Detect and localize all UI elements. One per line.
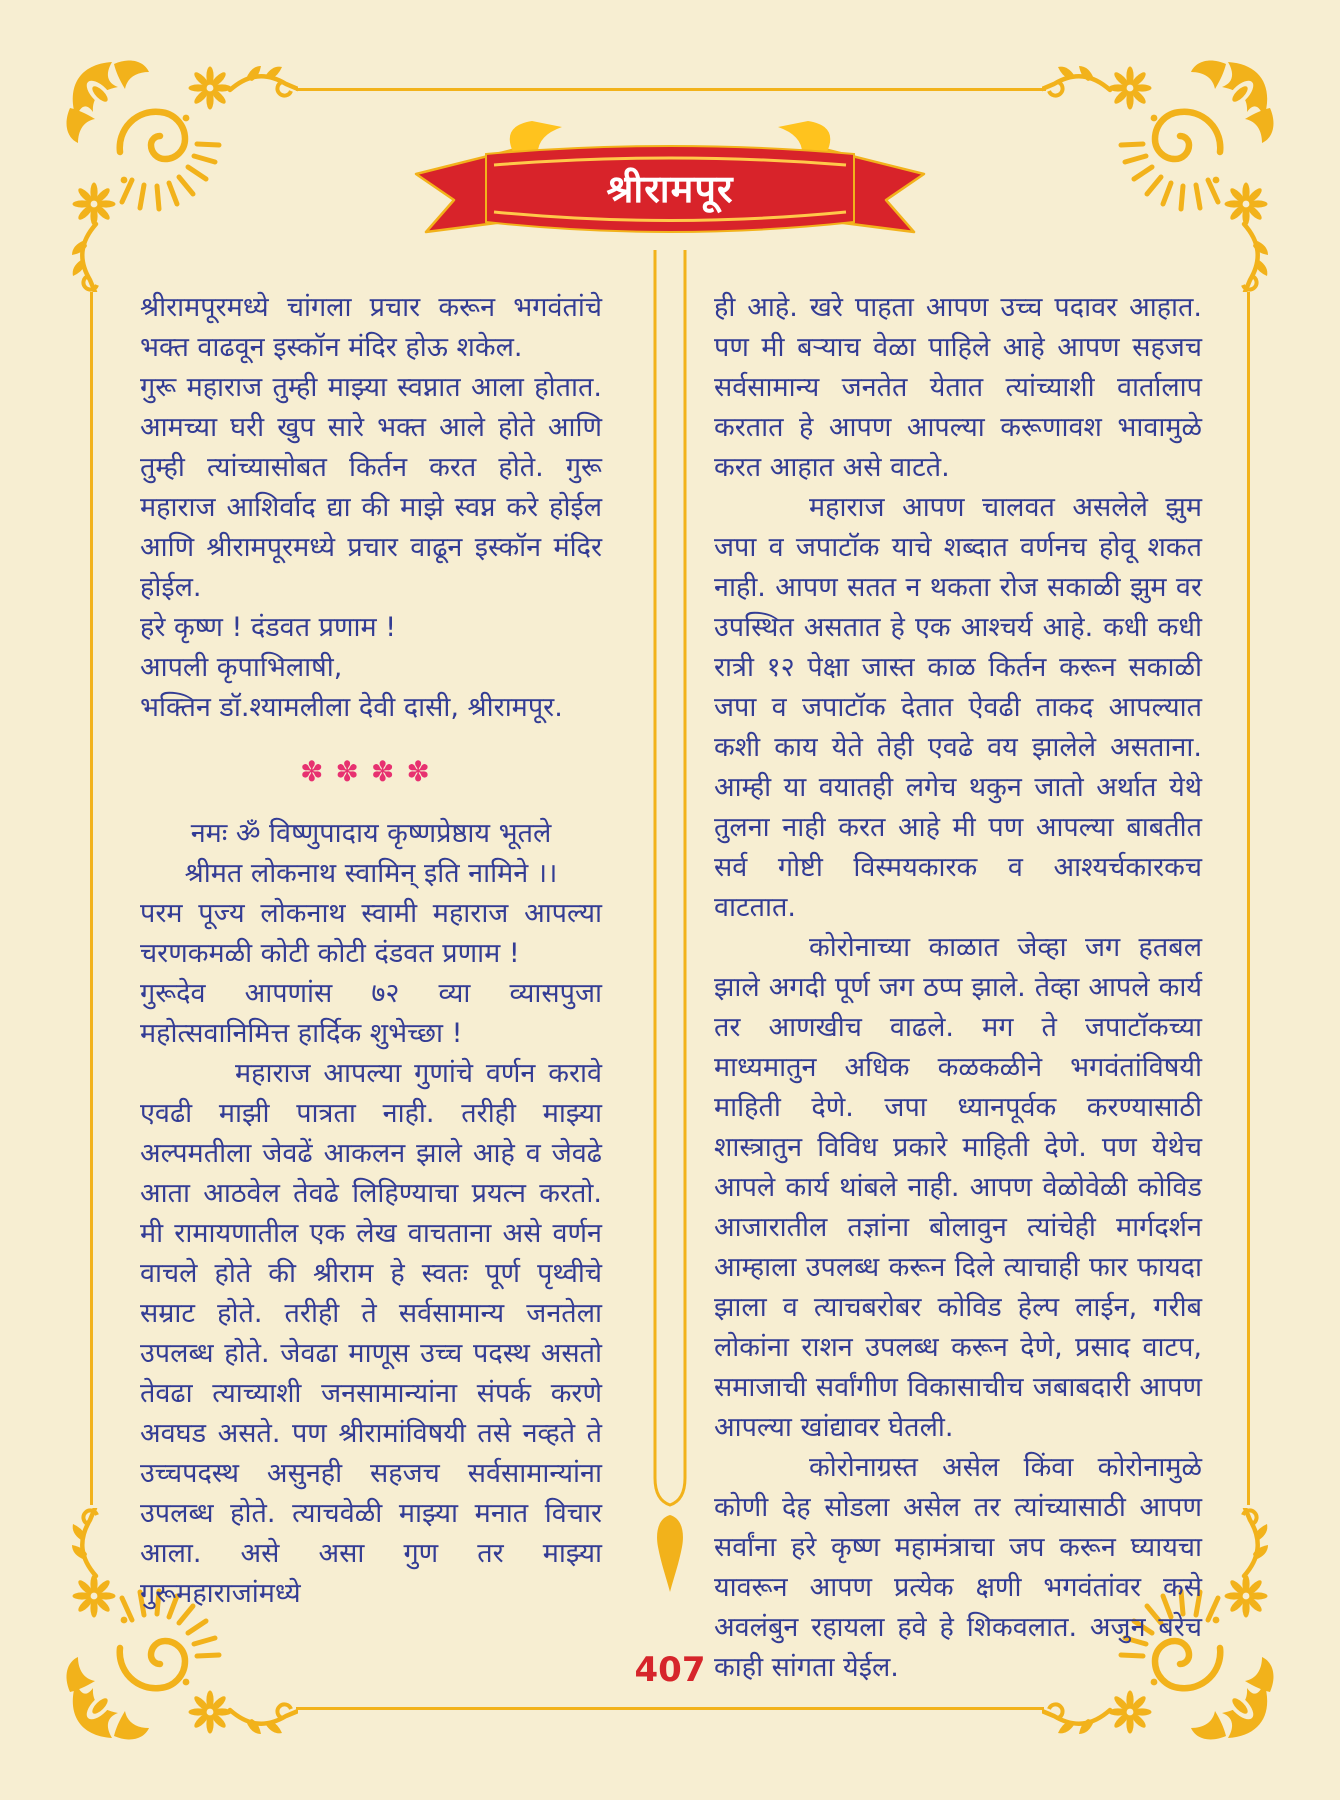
left-column [140,288,602,1688]
border-line-left [90,292,93,1505]
paragraph-zoom-japa: महाराज आपण चालवत असलेले झुम जपा व जपाटॉक याचे शब्दात वर्णनच होवू शकत नाही. आपण सतत न थकता रोज सकाळी झुम वर उपस्थित असतात हे एक आश्चर्य आहे. कधी कधी रात्री १२ पेक्षा जास्त काळ किर्तन करून सकाळी जपा व जपाटॉक देतात ऐवढी ताकद आपल्यात कशी काय येते तेही एवढे वय झालेले असताना. आम्ही या वयातही लगेच थकुन जातो अर्थात येथे तुलना नाही करत आहे मी पण आपल्या बाबतीत सर्व गोष्टी विस्मयकारक व आश्यर्चकारकच वाटतात. [714,492,1202,923]
border-line-top [296,88,1046,91]
asterisk-separator: ✽✽✽✽ [300,755,442,788]
banner-title: श्रीरामपूर [606,167,734,211]
right-column [714,288,1202,1688]
paragraph-corona-seva: कोरोनाच्या काळात जेव्हा जग हतबल झाले अगदी पूर्ण जग ठप्प झाले. तेव्हा आपले कार्य तर आणखीच वाढले. मग ते जपाटॉकच्या माध्यमातुन अधिक कळकळीने भगवंतांविषयी माहिती देणे. जपा ध्यानपूर्वक करण्यासाठी शास्त्रातुन विविध प्रकारे माहिती देणे. पण येथेच आपले कार्य थांबले नाही. आपण वेळोवेळी कोविड आजारातील तज्ञांना बोलावुन त्यांचेही मार्गदर्शन आम्हाला उपलब्ध करून दिले त्याचाही फार फायदा झाला व त्याचबरोबर कोविड हेल्प लाईन, गरीब लोकांना राशन उपलब्ध करून देणे, प्रसाद वाटप, समाजाची सर्वांगीण विकासाचीच जबाबदारी आपण आपल्या खांद्यावर घेतली. [714,932,1202,1443]
salutation-line: हरे कृष्ण ! दंडवत प्रणाम ! [140,612,397,643]
paragraph-dream: गुरू महाराज तुम्ही माझ्या स्वप्नात आला होतात. आमच्या घरी खुप सारे भक्त आले होते आणि तुम्ही त्यांच्यासोबत किर्तन करत होते. गुरू महाराज आशिर्वाद द्या की माझे स्वप्न करे होईल आणि श्रीरामपूरमध्ये प्रचार वाढून इस्कॉन मंदिर होईल. [140,372,602,603]
signoff-line-1: आपली कृपाभिलाषी, [140,652,343,683]
paragraph-iskcon-wish: श्रीरामपूरमध्ये चांगला प्रचार करून भगवंतांचे भक्त वाढवून इस्कॉन मंदिर होऊ शकेल. [140,292,602,363]
border-line-right [1247,292,1250,1505]
paragraph-vyasapuja-greeting: गुरूदेव आपणांस ७२ व्या व्यासपुजा महोत्सवानिमित्त हार्दिक शुभेच्छा ! [140,978,602,1049]
border-line-bottom [296,1707,1044,1710]
verse-line-1: नमः ॐ विष्णुपादाय कृष्णप्रेष्ठाय भूतले [190,818,552,849]
corner-ornament-top-right [1042,52,1282,292]
signoff-line-2: भक्तिन डॉ.श्यामलीला देवी दासी, श्रीरामपूर. [140,692,563,723]
corner-ornament-top-left [58,52,298,292]
verse-line-2: श्रीमत लोकनाथ स्वामिन् इति नामिने ।। [184,858,558,889]
paragraph-humility: ही आहे. खरे पाहता आपण उच्च पदावर आहात. पण मी बऱ्याच वेळा पाहिले आहे आपण सहजच सर्वसामान्य जनतेत येतात त्यांच्याशी वार्तालाप करतात हे आपण आपल्या करूणावश भावामुळे करत आहात असे वाटते. [714,292,1202,483]
paragraph-shriram-qualities: महाराज आपल्या गुणांचे वर्णन करावे एवढी माझी पात्रता नाही. तरीही माझ्या अल्पमतीला जेवढें आकलन झाले आहे व जेवढे आता आठवेल तेवढे लिहिण्याचा प्रयत्न करतो. मी रामायणातील एक लेख वाचताना असे वर्णन वाचले होते की श्रीराम हे स्वतः पूर्ण पृथ्वीचे सम्राट होते. तरीही ते सर्वसामान्य जनतेला उपलब्ध होते. जेवढा माणूस उच्च पदस्थ असतो तेवढा त्याच्याशी जनसामान्यांना संपर्क करणे अवघड असते. पण श्रीरामांविषयी तसे नव्हते ते उच्चपदस्थ असुनही सहजच सर्वसामान्यांना उपलब्ध होते. त्याचवेळी माझ्या मनात विचार आला. असे असा गुण तर माझ्या गुरूमहाराजांमध्ये [140,1058,602,1609]
two-column-text [140,288,1202,1688]
paragraph-mahamantra: कोरोनाग्रस्त असेल किंवा कोरोनामुळे कोणी देह सोडला असेल तर त्यांच्यासाठी आपण सर्वांना हरे कृष्ण महामंत्राचा जप करून घ्यायचा यावरून आपण प्रत्येक क्षणी भगवंतांवर कसे अवलंबुन रहायला हवे हे शिकवलात. अजुन बरेच काही सांगता येईल. [714,1452,1202,1683]
page-number: 407 [634,1650,706,1690]
paragraph-pranam: परम पूज्य लोकनाथ स्वामी महाराज आपल्या चरणकमळी कोटी कोटी दंडवत प्रणाम ! [140,898,602,969]
